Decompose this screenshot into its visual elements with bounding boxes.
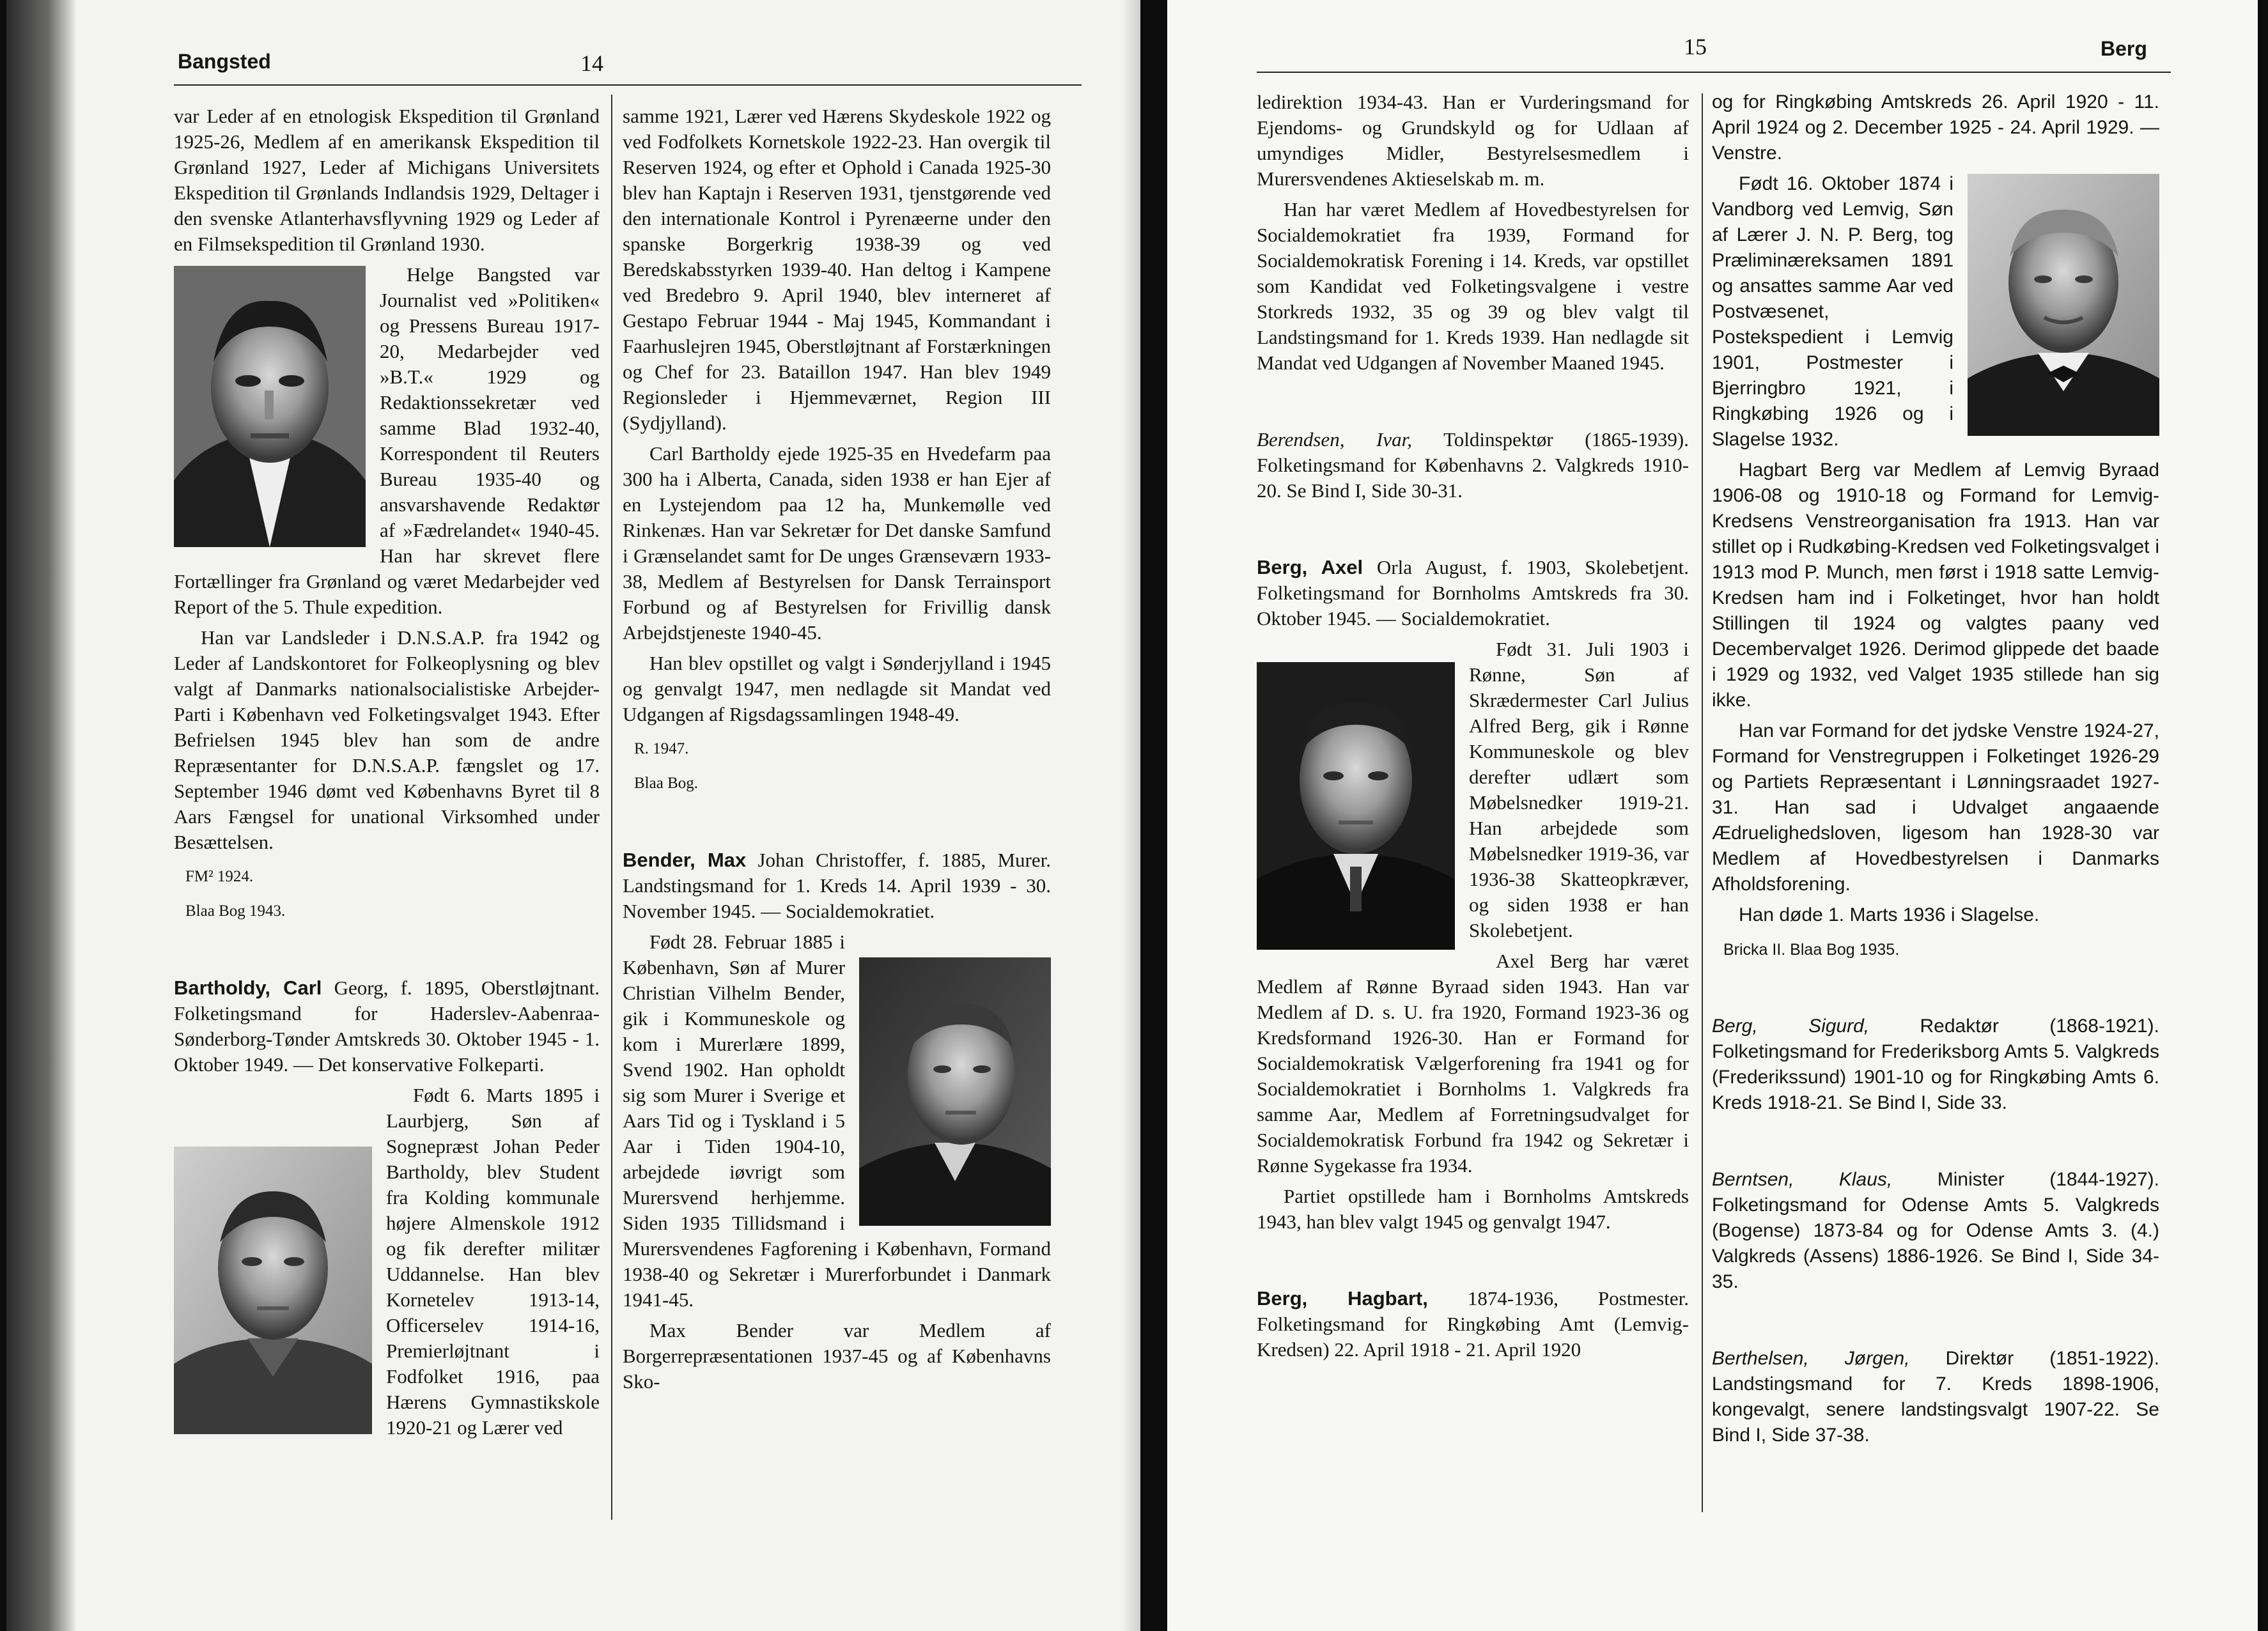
entry-text: Toldinspektør (1865-1939). Folketingsmand for Københavns 2. Valgkreds 1910-20. Se Bind I, Side 30-31. (1257, 428, 1689, 502)
reference: Bricka II. Blaa Bog 1935. (1723, 941, 1900, 959)
right-page (1167, 0, 2258, 1631)
bangsted-politics: Han var Landsleder i D.N.S.A.P. fra 1942 og Leder af Landskontoret for Folkeoplysning og blev valgt af Danmarks nationalsocialistiske Arbejder-Parti i København ved Folketingsvalget 1943. Efter Befrielsen 1945 blev han som de andre Repræsentanter for D.N.S.A.P. fængslet og 17. September 1946 dømt ved Københavns Byret til 8 Aars Fængsel for unational Virksomhed under Besættelsen. (174, 626, 600, 853)
entry-name: Berntsen, Klaus, (1712, 1169, 1893, 1190)
portrait-bender (859, 957, 1051, 1226)
entry-bender (623, 847, 1051, 924)
bender-council: Max Bender var Medlem af Borgerrepræsentationen 1937-45 og af Københavns Sko- (623, 1319, 1051, 1393)
entry-name: Bartholdy, Carl (174, 977, 322, 999)
reference: Blaa Bog 1943. (185, 902, 286, 920)
entry-text: Direktør (1851-1922). Landstingsmand for 7. Kreds 1898-1906, kongevalgt, senere landstingsvalgt 1907-22. Se Bind I, Side 37-38. (1712, 1348, 2160, 1446)
bartholdy-career: samme 1921, Lærer ved Hærens Skydeskole 1922 og ved Fodfolkets Kornetskole 1922-23. Han overgik til Reserven 1924, og efter et Ophold i Canada 1925-30 blev han Kaptajn i Reserven 1931, tjenstgørende ved den internationale Kontrol i Pyrenæerne under den spanske Borgerkrig 1938-39 og ved Beredskabsstyrken 1939-40. Han deltog i Kampene ved Bredebro 9. April 1940, blev interneret af Gestapo Februar 1944 - Maj 1945, Kommandant i Faarhuslejren 1945, Oberstløjtnant af Forstærkningen og Chef for 23. Bataillon 1947. Han blev 1949 Regionsleder i Hjemmeværnet, Region III (Sydjylland). (623, 105, 1051, 434)
header-rule (1257, 72, 2171, 73)
right-column-1 (1257, 89, 1689, 1368)
right-column-2 (1712, 89, 2159, 1453)
reference: Blaa Bog. (634, 775, 698, 792)
bartholdy-biography: Født 6. Marts 1895 i Laurbjerg, Søn af Sognepræst Johan Peder Bartholdy, blev Student fra Kolding kommunale højere Almenskole 1912 og fik derefter militær Uddannelse. Han blev Kornetelev 1913-14, Officerselev 1914-16, Premierløjtnant i Fodfolket 1916, paa Hærens Gymnastikskole 1920-21 og Lærer ved (386, 1084, 600, 1439)
left-page (6, 0, 1140, 1631)
bartholdy-election: Han blev opstillet og valgt i Sønderjylland i 1945 og genvalgt 1947, men nedlagde sit Mandat ved Udgangen af Rigsdagssamlingen 1948-49. (623, 652, 1051, 725)
entry-intro: Georg, f. 1895, Oberstløjtnant. Folketingsmand for Haderslev-Aabenraa-Sønderborg-Tønder Amtskreds 30. Oktober 1945 - 1. Oktober 1949. — Det konservative Folkeparti. (174, 977, 600, 1076)
bender-party: Han har været Medlem af Hovedbestyrelsen for Socialdemokratiet fra 1939, Formand for Socialdemokratisk Forening i 14. Kreds, var opstillet som Kandidat ved Folketingsvalgene i vestre Storkreds 1932, 35 og 39 og blev valgt til Landstingsmand for 1. Kreds 1939. Han nedlagde sit Mandat ved Udgangen af November Maaned 1945. (1257, 198, 1689, 374)
entry-name: Bender, Max (623, 849, 747, 871)
hagbart-berg-biography: Født 16. Oktober 1874 i Vandborg ved Lemvig, Søn af Lærer J. N. P. Berg, tog Præliminæreksamen 1891 og ansattes samme Aar ved Postvæsenet, Postekspedient i Lemvig 1901, Postmester i Bjerringbro 1921, i Ringkøbing 1926 og i Slagelse 1932. (1712, 173, 1953, 450)
entry-intro: Orla August, f. 1903, Skolebetjent. Folketingsmand for Bornholms Amtskreds fra 30. Oktober 1945. — Socialdemokratiet. (1257, 556, 1689, 630)
entry-name: Berg, Hagbart, (1257, 1287, 1428, 1310)
entry-berntsen (1712, 1167, 2159, 1295)
hagbart-berg-terms: og for Ringkøbing Amtskreds 26. April 1920 - 11. April 1924 og 2. December 1925 - 24. April 1929. — Venstre. (1712, 91, 2159, 164)
portrait-hagbart-berg (1968, 174, 2159, 436)
bartholdy-farm: Carl Bartholdy ejede 1925-35 en Hvedefarm paa 300 ha i Alberta, Canada, siden 1938 er han Ejer af en Lystejendom paa 12 ha, Munkemølle ved Rinkenæs. Han var Sekretær for Det danske Samfund i Grænselandet samt for De unges Grænseværn 1933-38, Medlem af Bestyrelsen for Dansk Terrainsport Forbund og af Bestyrelsen for Frivillig dansk Arbejdstjeneste 1940-45. (623, 442, 1051, 644)
axel-berg-biography: Født 31. Juli 1903 i Rønne, Søn af Skrædermester Carl Julius Alfred Berg, gik i Rønne Kommuneskole og blev derefter udlært som Møbelsnedker 1919-21. Han arbejdede som Møbelsnedker 1919-36, var 1936-38 Skatteopkræver, og siden 1938 er han Skolebetjent. (1469, 638, 1689, 941)
entry-hagbart-berg (1257, 1286, 1689, 1363)
header-rule (174, 84, 1082, 86)
column-rule (1702, 93, 1703, 1512)
axel-berg-election: Partiet opstillede ham i Bornholms Amtskreds 1943, han blev valgt 1945 og genvalgt 1947. (1257, 1185, 1689, 1233)
entry-text: Minister (1844-1927). Folketingsmand for Odense Amts 5. Valgkreds (Bogense) 1873-84 og for Odense Amts 3. (4.) Valgkreds (Assens) 1886-1926. Se Bind I, Side 34-35. (1712, 1169, 2160, 1292)
portrait-bangsted (174, 266, 366, 547)
entry-name: Berg, Axel (1257, 556, 1363, 578)
running-header-left: Bangsted (178, 50, 271, 73)
entry-text: Redaktør (1868-1921). Folketingsmand for Frederiksborg Amts 5. Valgkreds (Frederikssund) 1901-10 og for Ringkøbing Amts 6. Kreds 1918-21. Se Bind I, Side 33. (1712, 1016, 2159, 1113)
reference: R. 1947. (634, 740, 689, 757)
entry-name: Berthelsen, Jørgen, (1712, 1348, 1910, 1369)
running-header-right: Berg (2101, 37, 2147, 60)
entry-axel-berg (1257, 555, 1689, 631)
page-number-left: 14 (580, 50, 603, 76)
entry-intro: 1874-1936, Postmester. Folketingsmand for Ringkøbing Amt (Lemvig-Kredsen) 22. April 1918 - 21. April 1920 (1257, 1287, 1689, 1361)
hagbart-berg-politics: Hagbart Berg var Medlem af Lemvig Byraad 1906-08 og 1910-18 og Formand for Lemvig-Kredsens Venstreorganisation fra 1913. Han var stillet op i Rudkøbing-Kredsen ved Folketingsvalget i 1913 mod P. Munch, men først i 1918 satte Lemvig-Kredsen ham ind i Folketinget, hvor han holdt Stillingen til 1924 og valgtes paany ved Decembervalget 1926. Derimod glippede det baade i 1929 og 1932, ved Valget 1935 stillede han sig ikke. (1712, 460, 2159, 711)
gutter-shadow (1121, 0, 1140, 1631)
entry-berendsen (1257, 427, 1689, 504)
bender-positions: ledirektion 1934-43. Han er Vurderingsmand for Ejendoms- og Grundskyld og for Udlaan af umyndiges Midler, Bestyrelsesmedlem i Murersvendenes Aktieselskab m. m. (1257, 91, 1689, 190)
page-number-right: 15 (1684, 34, 1707, 59)
bangsted-journalism: Helge Bangsted var Journalist ved »Politiken« og Pressens Bureau 1917-20, Medarbejder ved »B.T.« 1929 og Redaktionssekretær ved samme Blad 1932-40, Korrespondent til Reuters Bureau 1935-40 og ansvarshavende Redaktør af »Fædrelandet« 1940-45. Han har skrevet flere Fortællinger fra Grønland og været Medarbejder ved Report of the 5. Thule expedition. (174, 263, 600, 618)
entry-name: Berendsen, Ivar, (1257, 428, 1412, 451)
axel-berg-offices: Axel Berg har været Medlem af Rønne Byraad siden 1943. Han var Medlem af D. s. U. fra 1920, Formand 1923-36 og Kredsformand 1926-30. Han er Formand for Socialdemokratisk Vælgerforening fra 1941 og for Socialdemokratiet i Bornholms 1. Valgkreds fra samme Aar, Medlem af Forretningsudvalget for Socialdemokratisk Forbund fra 1942 og Sekretær i Rønne Sygekasse fra 1934. (1257, 950, 1689, 1177)
entry-intro: Johan Christoffer, f. 1885, Murer. Landstingsmand for 1. Kreds 14. April 1939 - 30. November 1945. — Socialdemokratiet. (623, 849, 1051, 922)
entry-bartholdy (174, 975, 600, 1078)
column-rule (611, 95, 612, 1520)
left-column-2 (623, 104, 1051, 1400)
entry-berthelsen (1712, 1346, 2159, 1448)
bangsted-expeditions: var Leder af en etnologisk Ekspedition til Grønland 1925-26, Medlem af en amerikansk Ekspedition til Grønland 1927, Leder af Michigans Universitets Ekspedition til Grønlands Indlandsis 1929, Deltager i den svenske Atlanterhavsflyvning 1929 og Leder af en Filmsekspedition til Grønland 1930. (174, 105, 600, 255)
page-edge-shadow (6, 0, 77, 1631)
hagbart-berg-death: Han døde 1. Marts 1936 i Slagelse. (1739, 904, 2040, 925)
left-column-1 (174, 104, 600, 1446)
portrait-bartholdy (174, 1147, 372, 1434)
reference: FM² 1924. (185, 868, 254, 885)
portrait-axel-berg (1257, 662, 1455, 950)
entry-sigurd-berg (1712, 1014, 2159, 1116)
hagbart-berg-offices: Han var Formand for det jydske Venstre 1924-27, Formand for Venstregruppen i Folketinget 1926-29 og Partiets Repræsentant i Lønningsraadet 1927-31. Han sad i Udvalget angaaende Ædruelighedsloven, ligesom han 1928-30 var Medlem af Hovedbestyrelsen i Danmarks Afholdsforening. (1712, 720, 2159, 895)
entry-name: Berg, Sigurd, (1712, 1016, 1870, 1037)
bender-biography: Født 28. Februar 1885 i København, Søn af Murer Christian Vilhelm Bender, gik i Kommuneskole og kom i Murerlære 1899, Svend 1902. Han opholdt sig som Murer i Sverige et Aars Tid og i Tyskland i 5 Aar i Tiden 1904-10, arbejdede iøvrigt som Murersvend herhjemme. Siden 1935 Tillidsmand i Murersvendenes Fagforening i København, Formand 1938-40 og Sekretær i Murerforbundet i Danmark 1941-45. (623, 931, 1051, 1311)
